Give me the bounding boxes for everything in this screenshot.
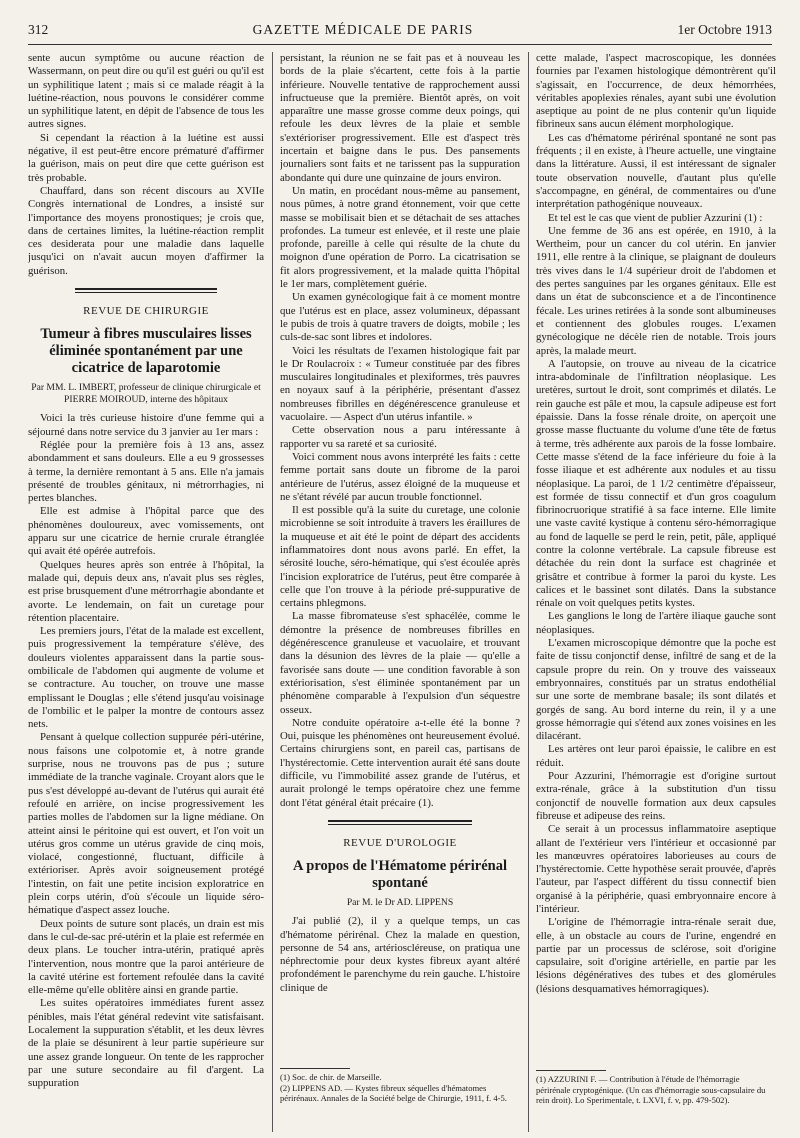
paragraph: Réglée pour la première fois à 13 ans, assez abondamment et sans douleurs. Elle a eu 9 grossesses à terme, la dernière remontant à 5 ans. Elle n'a jamais présenté de troubles génitaux, ni métrorrhagies, ni pertes blanches.: [28, 438, 264, 505]
paragraph: J'ai publié (2), il y a quelque temps, un cas d'hématome périrénal. Chez la malade en question, personne de 54 ans, artérioscléreuse, on pratiqua une néphrectomie pour deux kystes fibreux ayant altéré profondément le parenchyme du rein gauche. L'histoire clinique de: [280, 915, 520, 994]
paragraph: Voici la très curieuse histoire d'une femme qui a séjourné dans notre service du 3 janvier au 1er mars :: [28, 412, 264, 438]
paragraph: Il est possible qu'à la suite du curetage, une colonie microbienne se soit introduite à travers les éraillures de la muqueuse et ait été le point de départ des accidents inflammatoires dont nous avons parlé. En effet, la sérosité louche, séro-hématique, qui s'est écoulée après l'incision exploratrice de l'utérus, peut être comparée à celle que l'on trouve à la période pré-suppurative de certains phlegmons.: [280, 504, 520, 610]
page-number: 312: [28, 22, 49, 37]
paragraph: Voici les résultats de l'examen histologique fait par le Dr Roulacroix : « Tumeur constituée par des fibres musculaires longitudinales et plexiformes, très pauvres en noyaux sauf à la périphérie, présentant d'assez nombreuses fibrilles en dégénérescence granuleuse et vacuolaire. — Aspect d'un utérus infantile. »: [280, 344, 520, 424]
paragraph: Les cas d'hématome périrénal spontané ne sont pas fréquents ; il en existe, à l'heure actuelle, une vingtaine dans la littérature. Aussi, il est intéressant de signaler toute observation nouvelle, d'autant plus qu'elle s'accompagne, en général, de commentaires ou d'une interprétation pathogénique nouveaux.: [536, 131, 776, 211]
paragraph: Deux points de suture sont placés, un drain est mis dans le cul-de-sac pré-utérin et la plaie est refermée en deux plans. Le toucher intra-utérin, pratiqué après l'intervention, nous montre que la paroi antérieure de la cavité utérine est fortement refoulée dans la cavité elle-même qu'elle oblitère ainsi en grande partie.: [28, 917, 264, 997]
footnotes: [536, 1070, 776, 1106]
article-byline: Par MM. L. IMBERT, professeur de clinique chirurgicale et PIERRE MOIROUD, interne des hôpitaux: [31, 382, 261, 406]
running-header: [28, 22, 772, 45]
column-divider: [528, 52, 529, 1132]
issue-date: 1er Octobre 1913: [677, 22, 772, 37]
paragraph: Une femme de 36 ans est opérée, en 1910, à la Wertheim, pour un cancer du col utérin. En janvier 1911, elle rentre à la clinique, se plaignant de douleurs très vives dans le 1/4 supérieur droit de l'abdomen et des pertes sanguines par les organes génitaux. Elle est dans un état de subconscience et a de l'incontinence fécale. Les urines retirées à la sonde sont albumineuses et contiennent des globules rouges. L'examen gynécologique ne décèle rien de notable. Trois jours après, la malade meurt.: [536, 224, 776, 357]
footnote-rule: [280, 1068, 350, 1069]
column-3: [536, 52, 776, 1062]
paragraph: Pensant à quelque collection suppurée péri-utérine, nous faisons une colpotomie et, à notre grande surprise, nous ne trouvons pas de pus ; suture immédiate de la tranche vaginale. Croyant alors que le pus s'est développé au-devant de l'utérus qui aurait été refoulé en arrière, on incise progressivement les parties molles de l'abdomen sur la ligne médiane. On atteint ainsi le péritoine qui est ouvert, et l'on voit un utérus gros comme un utérus gravide de cinq mois, violacé, congestionné, fluctuant, difficile à extérioriser. Après avoir soigneusement protégé l'intestin, on fait une petite incision exploratrice en plein corps utérin, d'où s'écoule un liquide séro-hématique d'aspect assez louche.: [28, 731, 264, 917]
paragraph: Cette observation nous a paru intéressante à rapporter vu sa rareté et sa curiosité.: [280, 424, 520, 450]
footnote: (2) LIPPENS AD. — Kystes fibreux séquelles d'hématomes périrénaux. Annales de la Société belge de Chirurgie, 1911, f. 4-5.: [280, 1082, 507, 1103]
journal-title: GAZETTE MÉDICALE DE PARIS: [252, 22, 474, 37]
section-heading: REVUE D'UROLOGIE: [343, 836, 457, 849]
paragraph: L'examen microscopique démontre que la poche est faite de tissu conjonctif dense, infiltré de sang et de la capsule propre du rein. On y trouve des vaisseaux embryonnaires, constitués par un stratus endothélial sur une sorte de membrane basale; ils sont dilatés et gorgés de sang. Au bord interne du rein, il y a une grosse hémorragie qui s'étend aux zones voisines en les dilacérant.: [536, 637, 776, 743]
footnote: (1) Soc. de chir. de Marseille.: [280, 1072, 382, 1082]
footnote: (1) AZZURINI F. — Contribution à l'étude de l'hémorragie périrénale cryptogénique. (Un cas d'hémorragie sous-capsulaire du rein droit). Lo Sperimentale, t. LXVI, f. v, pp. 479-502).: [536, 1074, 766, 1105]
paragraph: Quelques heures après son entrée à l'hôpital, la malade qui, depuis deux ans, n'avait plus ses règles, est prise brusquement d'une métrorrhagie abondante et avorte. Le lendemain, on fait un curetage pour rétention placentaire.: [28, 558, 264, 624]
paragraph: Les artères ont leur paroi épaissie, le calibre en est réduit.: [536, 743, 776, 769]
column-1: [28, 52, 264, 1112]
article-title: Tumeur à fibres musculaires lisses éliminée spontanément par une cicatrice de laparotomie: [40, 326, 252, 377]
column-2: [280, 52, 520, 1052]
paragraph: Chauffard, dans son récent discours au XVIIe Congrès international de Londres, a insisté sur l'importance des moyens pronostiques; je crois que, dans de certaines limites, la luétine-réaction remplit ces desiderata pour une maladie dans laquelle jusqu'ici on n'avait aucun moyen d'affirmer la guérison.: [28, 184, 264, 277]
paragraph: Un matin, en procédant nous-même au pansement, nous pûmes, à notre grand étonnement, voir que cette masse se mobilisait bien et se détachait de ses attaches profondes. La tumeur est enlevée, et il reste une plaie profonde, pareille à celle qui résulte de la chute du moignon d'une opération de Porro. La cicatrisation se fit alors progressivement, et la malade quitta l'hôpital le 1er mars, complètement guérie.: [280, 184, 520, 291]
paragraph: Elle est admise à l'hôpital parce que des phénomènes douloureux, avec vomissements, ont apparu sur une cicatrice de hernie crurale étranglée qui avait été opérée autrefois.: [28, 505, 264, 558]
paragraph: Les ganglions le long de l'artère iliaque gauche sont néoplasiques.: [536, 610, 776, 636]
paragraph: Ce serait à un processus inflammatoire aseptique allant de l'extérieur vers l'intérieur et occasionné par les manœuvres opératoires laborieuses au cours de l'hystérectomie. Cette hypothèse serait prouvée, d'après l'auteur, par l'aspect différent du tissu connectif bien organisé à la périphérie, quasi embryonnaire encore à l'intérieur.: [536, 823, 776, 915]
article-title: A propos de l'Hématome périrénal spontané: [293, 858, 507, 892]
paragraph: Un examen gynécologique fait à ce moment montre que l'utérus est en place, assez volumineux, dépassant le pubis de trois à quatre travers de doigts, mobile ; les culs-de-sac sont libres et indolores.: [280, 291, 520, 344]
paragraph: A l'autopsie, on trouve au niveau de la cicatrice intra-abdominale de l'infiltration néoplasique. Les uretères, surtout le droit, sont comprimés et dilatés. Le rein gauche est pâle et mou, la capsule adipeuse est fort épaissie. Dans la fosse rénale droite, on aperçoit une grosse masse fluctuante du volume d'une tête de fœtus à terme, très adhérente aux parois de la fosse lombaire. Cette masse s'étend de la face inférieure du foie à la fosse iliaque et est adhérente aux nodules et au tissu néoplasique. La paroi, de 1 1/2 centimètre d'épaisseur, est formée de tissu connectif et d'un gros coagulum fibrinocruorique stratifié à sa face interne. Elle limite une vaste cavité kystique à contenu séro-hémorragique au fond de laquelle se perd le rein, petit, pâle, appliqué contre la colonne vertébrale. La capsule fibreuse est détachée du rein dont la surface est chagrinée et grisâtre et contribue à former la paroi du kyste. Les calices et le bassinet sont dilatés. Dans la substance rénale on voit quelques petits kystes.: [536, 357, 776, 610]
section-rule: [75, 288, 217, 293]
paragraph: cette malade, l'aspect macroscopique, les données fournies par l'examen histologique démontrèrent qu'il s'agissait, en l'occurrence, de deux hémorrhées, véritables apoplexies rénales, ayant subi une évolution aseptique au point de ne plus contenir qu'un liquide fibrineux sans aucun élément morphologique.: [536, 52, 776, 131]
column-divider: [272, 52, 273, 1132]
paragraph: Si cependant la réaction à la luétine est aussi négative, il est peut-être encore prématuré d'affirmer la guérison, mais on peut dire que cette guérison est très probable.: [28, 131, 264, 184]
paragraph: Et tel est le cas que vient de publier Azzurini (1) :: [548, 211, 763, 224]
paragraph: Voici comment nous avons interprété les faits : cette femme portait sans doute un fibrome de la paroi antérieure de l'utérus, assez éloigné de la muqueuse et ne s'étant révélé par aucun trouble fonctionnel.: [280, 450, 520, 503]
paragraph: Les premiers jours, l'état de la malade est excellent, puis progressivement la température s'élève, des douleurs violentes apparaissent dans la partie sous-ombilicale de l'abdomen qui augmente de volume et se contracture. Au toucher, on trouve une masse emplissant le Douglas ; elle s'étend jusqu'au voisinage de l'ombilic et le palper la montre de contours assez nets.: [28, 625, 264, 731]
paragraph: Pour Azzurini, l'hémorragie est d'origine surtout extra-rénale, grâce à la substitution d'un tissu conjonctif de nouvelle formation aux deux capsules fibreuse et adipeuse des reins.: [536, 770, 776, 822]
paragraph: L'origine de l'hémorragie intra-rénale serait due, elle, à un obstacle au cours de l'urine, engendré en partie par un processus de sclérose, soit d'origine capsulaire, soit d'origine artérielle, en partie par les lésions dégénératives des tubes et des glomérules (lésions desquamatives hémorragiques).: [536, 916, 776, 995]
footnotes: [280, 1068, 520, 1104]
section-heading: REVUE DE CHIRURGIE: [83, 305, 209, 318]
paragraph: persistant, la réunion ne se fait pas et à nouveau les bords de la plaie s'écartent, cette fois à la partie inférieure. Nouvelle tentative de rapprochement aussi infructueuse que la première. Bientôt après, on voit apparaître une masse grosse comme deux poings, qui refoule les deux lèvres de la plaie et semble s'extérioriser progressivement. Elle est d'aspect très incertain et baigne dans le pus. Des pansements journaliers sont faits et ne tarissent pas la suppuration abondante qui dure une quinzaine de jours environ.: [280, 52, 520, 184]
section-rule: [328, 820, 472, 825]
paragraph: Notre conduite opératoire a-t-elle été la bonne ? Oui, puisque les phénomènes ont heureusement évolué. Certains chirurgiens sont, en pareil cas, partisans de l'hystérectomie. Cette intervention aurait été sans doute difficile, vu l'immobilité assez grande de l'utérus, et aurait prolongé le temps opératoire chez une femme dont l'état général était précaire (1).: [280, 716, 520, 809]
paragraph: sente aucun symptôme ou aucune réaction de Wassermann, on peut dire ou qu'il est guéri ou qu'il est un syphilitique latent ; mais si ce malade réagit à la luétine-réaction, nous pouvons le considérer comme un syphilitique latent, en dépit de l'absence de tous les autres signes.: [28, 52, 264, 131]
paragraph: La masse fibromateuse s'est sphacélée, comme le démontre la présence de nombreuses fibrilles en dégénérescence granuleuse et vacuolaire, et trouvant dans la désunion des lèvres de la plaie — qu'elle a favorisée sans doute — une condition favorable à son extériorisation, s'est éliminée spontanément par un phénomène comparable à l'expulsion d'un séquestre osseux.: [280, 610, 520, 716]
article-byline: Par M. le Dr AD. LIPPENS: [346, 897, 454, 909]
paragraph: Les suites opératoires immédiates furent assez pénibles, mais l'état général redevint vite satisfaisant. Localement la suppuration s'établit, et les deux lèvres de la plaie se désunirent à leur partie supérieure sur une assez grande longueur. On tente de les rapprocher par une suture secondaire au fil d'argent. La suppuration: [28, 997, 264, 1090]
footnote-rule: [536, 1070, 606, 1071]
